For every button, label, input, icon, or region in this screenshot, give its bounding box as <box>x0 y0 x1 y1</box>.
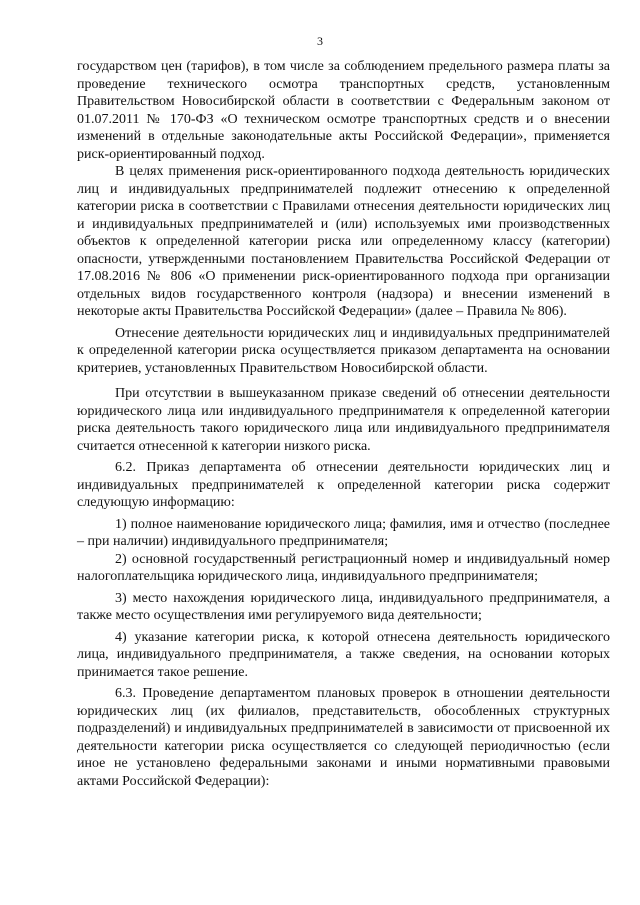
paragraph-risk-approach: В целях применения риск-ориентированного подхода деятельность юридических лиц и индивидуальных предпринимателей подлежит отнесению к определенной категории риска в соответствии с Правилами отнесения деятельности юридических лиц и индивидуальных предпринимателей и (или) используемых ими производственных объектов к определенной категории риска или определенному классу (категории) опасности, утвержденными постановлением Правительства Российской Федерации от 17.08.2016 № 806 «О применении риск-ориентированного подхода при организации отдельных видов государственного контроля (надзора) и внесении изменений в некоторые акты Правительства Российской Федерации» (далее – Правила № 806). <box>77 164 610 319</box>
paragraph-low-risk-default: При отсутствии в вышеуказанном приказе сведений об отнесении деятельности юридического лица или индивидуального предпринимателя к определенной категории риска деятельность такого юридического лица или индивидуального предпринимателя считается отнесенной к категории низкого риска. <box>77 386 610 454</box>
list-item-2: 2) основной государственный регистрационный номер и индивидуальный номер налогоплательщика юридического лица, индивидуального предпринимателя; <box>77 551 610 584</box>
paragraph-risk-assignment: Отнесение деятельности юридических лиц и индивидуальных предпринимателей к определенной категории риска осуществляется приказом департамента на основании критериев, установленных Правительством Новосибирской области. <box>77 325 610 376</box>
paragraph-6-2: 6.2. Приказ департамента об отнесении деятельности юридических лиц и индивидуальных предпринимателей к определенной категории риска содержит следующую информацию: <box>77 460 610 510</box>
document-body <box>77 58 610 790</box>
paragraph-continuation: государством цен (тарифов), в том числе за соблюдением предельного размера платы за проведение технического осмотра транспортных средств, установленным Правительством Новосибирской области в соответствии с Федеральным законом от 01.07.2011 № 170-ФЗ «О техническом осмотре транспортных средств и о внесении изменений в отдельные законодательные акты Российской Федерации», применяется риск-ориентированный подход. <box>77 59 610 162</box>
paragraph-6-3: 6.3. Проведение департаментом плановых проверок в отношении деятельности юридических лиц (их филиалов, представительств, обособленных структурных подразделений) и индивидуальных предпринимателей в зависимости от присвоенной их деятельности категории риска осуществляется со следующей периодичностью (если иное не установлено федеральными законами и иными нормативными правовыми актами Российской Федерации): <box>77 686 610 789</box>
list-item-1: 1) полное наименование юридического лица; фамилия, имя и отчество (последнее – при наличии) индивидуального предпринимателя; <box>77 516 610 549</box>
list-item-3: 3) место нахождения юридического лица, индивидуального предпринимателя, а также место осуществления ими регулируемого вида деятельности; <box>77 590 610 623</box>
list-item-4: 4) указание категории риска, к которой отнесена деятельность юридического лица, индивидуального предпринимателя, а также сведения, на основании которых принимается такое решение. <box>77 629 610 680</box>
page-number: 3 <box>317 34 323 48</box>
